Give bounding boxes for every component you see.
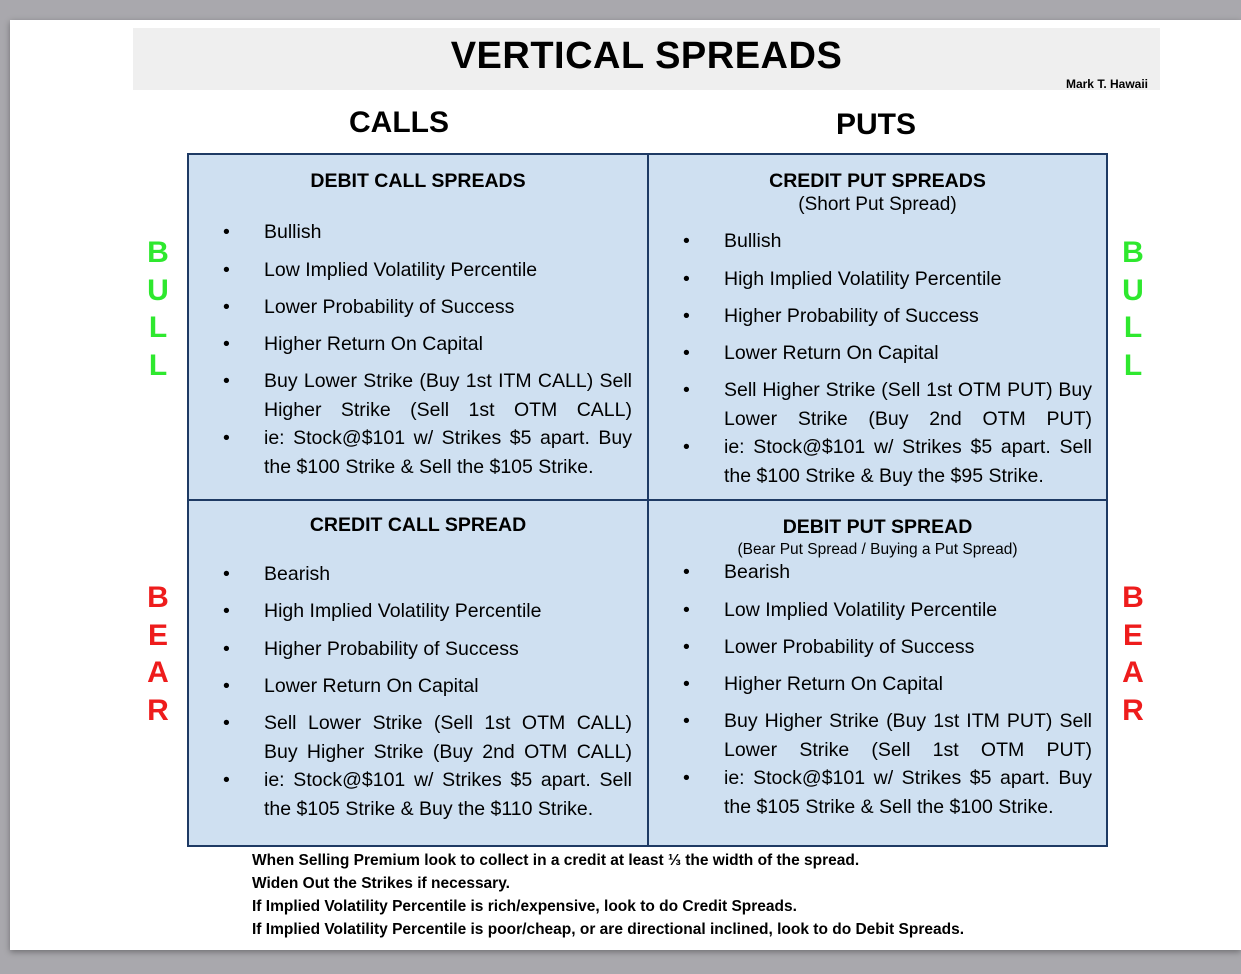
bullet-text: Bullish: [264, 221, 322, 243]
spread-grid: [187, 153, 1108, 847]
title-band: [133, 28, 1160, 90]
bullet-icon: •: [223, 259, 230, 281]
bullet-text: Sell Lower Strike (Sell 1st OTM CALL) Buy Higher Strike (Buy 2nd OTM CALL): [264, 712, 632, 763]
bull-label-right: [1113, 234, 1153, 384]
bullet-text: ie: Stock@$101 w/ Strikes $5 apart. Buy the $105 Strike & Sell the $100 Strike.: [724, 767, 1092, 818]
quadrant-debit-put: [649, 501, 1106, 845]
quadrant-title: CREDIT PUT SPREADS: [769, 170, 986, 192]
bull-letter: U: [1122, 273, 1144, 307]
bullet-icon: •: [223, 221, 230, 243]
quadrant-title: CREDIT CALL SPREAD: [309, 514, 527, 536]
footnote-line: If Implied Volatility Percentile is rich/expensive, look to do Credit Spreads.: [252, 898, 797, 915]
bullet-icon: •: [223, 638, 230, 660]
bullet-text: ie: Stock@$101 w/ Strikes $5 apart. Sell the $105 Strike & Buy the $110 Strike.: [264, 769, 632, 820]
bullet-text: Higher Probability of Success: [264, 638, 519, 660]
bullet-text: Lower Probability of Success: [724, 636, 975, 658]
bullet-icon: •: [223, 675, 230, 697]
bullet-text: Sell Higher Strike (Sell 1st OTM PUT) Buy Lower Strike (Buy 2nd OTM PUT): [724, 379, 1092, 430]
bear-letter: B: [147, 581, 169, 614]
bullet-text: ie: Stock@$101 w/ Strikes $5 apart. Sell the $100 Strike & Buy the $95 Strike.: [724, 436, 1092, 487]
bear-letter: E: [1122, 618, 1143, 652]
bullet-icon: •: [223, 370, 230, 392]
quadrant-subtitle: (Bear Put Spread / Buying a Put Spread): [737, 541, 1018, 558]
column-header-puts: PUTS: [836, 108, 917, 141]
bear-letter: R: [147, 693, 169, 727]
bear-letter: R: [1122, 693, 1144, 727]
bullet-icon: •: [223, 333, 230, 355]
bullet-text: High Implied Volatility Percentile: [724, 268, 1002, 290]
bull-letter: B: [147, 236, 169, 269]
bullet-icon: •: [223, 600, 230, 622]
footnote-line: If Implied Volatility Percentile is poor/cheap, or are directional inclined, look to do Debit Spreads.: [252, 921, 965, 938]
bullet-icon: •: [223, 712, 230, 734]
bullet-icon: •: [223, 427, 230, 449]
bullet-icon: •: [683, 636, 690, 658]
bullet-icon: •: [683, 599, 690, 621]
bear-label-left: [138, 579, 178, 729]
bullet-text: High Implied Volatility Percentile: [264, 600, 542, 622]
bullet-text: ie: Stock@$101 w/ Strikes $5 apart. Buy the $100 Strike & Sell the $105 Strike.: [264, 427, 632, 478]
bullet-icon: •: [683, 767, 690, 789]
footnote-line: When Selling Premium look to collect in a credit at least ⅓ the width of the spread.: [252, 852, 860, 869]
column-header-calls: CALLS: [349, 106, 449, 139]
footnote-line: Widen Out the Strikes if necessary.: [252, 875, 510, 892]
bullet-icon: •: [683, 561, 690, 583]
bullet-icon: •: [683, 673, 690, 695]
quadrant-subtitle: (Short Put Spread): [798, 194, 957, 215]
bull-letter: L: [148, 348, 168, 382]
bullet-text: Bearish: [264, 563, 331, 585]
quadrant-title: DEBIT CALL SPREADS: [310, 170, 526, 192]
bullet-icon: •: [683, 230, 690, 252]
bullet-icon: •: [683, 379, 690, 401]
bullet-icon: •: [683, 342, 690, 364]
footnotes: [252, 849, 964, 941]
bullet-icon: •: [223, 296, 230, 318]
bullet-text: Lower Probability of Success: [264, 296, 515, 318]
bullet-icon: •: [223, 563, 230, 585]
bear-letter: A: [1122, 656, 1144, 689]
bullet-text: Buy Lower Strike (Buy 1st ITM CALL) Sell Higher Strike (Sell 1st OTM CALL): [264, 370, 632, 421]
bull-letter: L: [1123, 348, 1143, 382]
bull-letter: U: [147, 273, 169, 307]
page-title: VERTICAL SPREADS: [450, 35, 843, 77]
bear-letter: B: [1122, 581, 1144, 614]
bullet-text: Bullish: [724, 230, 782, 252]
bullet-icon: •: [683, 305, 690, 327]
bullet-text: Low Implied Volatility Percentile: [724, 599, 998, 621]
quadrant-title: DEBIT PUT SPREAD: [782, 516, 973, 538]
bullet-text: Lower Return On Capital: [724, 342, 939, 364]
author-credit: Mark T. Hawaii: [1065, 77, 1148, 91]
bear-letter: A: [147, 656, 169, 689]
bullet-icon: •: [683, 436, 690, 458]
bullet-icon: •: [223, 769, 230, 791]
bullet-text: Higher Return On Capital: [264, 333, 483, 355]
bullet-text: Bearish: [724, 561, 791, 583]
quadrant-credit-put: [649, 155, 1106, 499]
quadrant-debit-call: [189, 155, 647, 499]
bullet-icon: •: [683, 710, 690, 732]
bullet-text: Buy Higher Strike (Buy 1st ITM PUT) Sell Lower Strike (Sell 1st OTM PUT): [724, 710, 1092, 761]
bear-label-right: [1113, 579, 1153, 729]
bear-letter: E: [147, 618, 168, 652]
bullet-text: Low Implied Volatility Percentile: [264, 259, 538, 281]
bullet-text: Lower Return On Capital: [264, 675, 479, 697]
bull-label-left: [138, 234, 178, 384]
bullet-text: Higher Return On Capital: [724, 673, 943, 695]
bull-letter: B: [1122, 236, 1144, 269]
quadrant-credit-call: [189, 501, 647, 845]
bull-letter: L: [1123, 311, 1143, 344]
bull-letter: L: [148, 311, 168, 344]
bullet-icon: •: [683, 268, 690, 290]
document-page: [10, 20, 1241, 950]
bullet-text: Higher Probability of Success: [724, 305, 979, 327]
